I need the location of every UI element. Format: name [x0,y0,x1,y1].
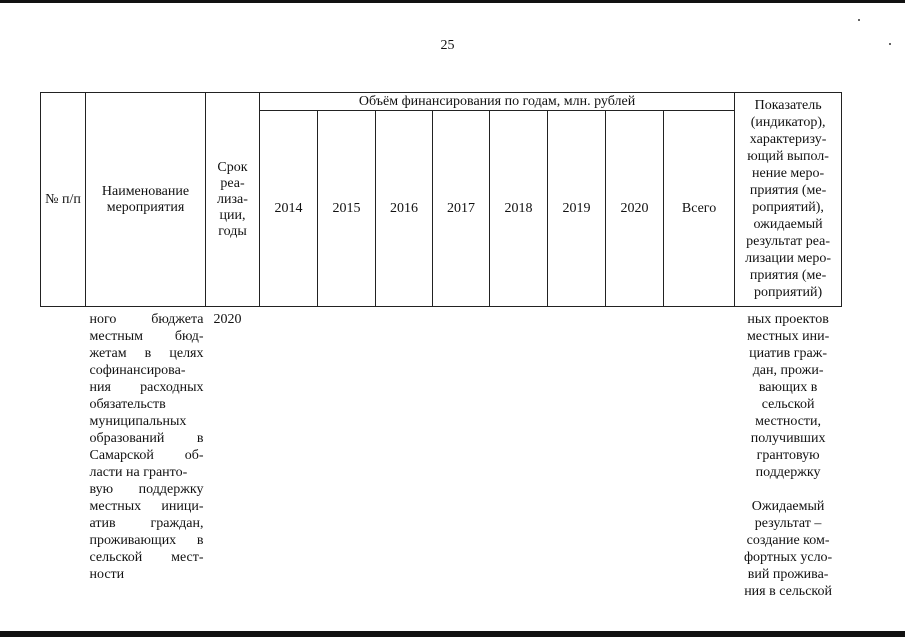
header-year-2018: 2018 [490,111,548,307]
name-line: жетам в целях [89,346,204,361]
name-line: муниципальных [89,414,187,429]
header-total: Всего [664,111,735,307]
indicator-line: местных ини- [746,329,830,344]
header-indicator: Показатель (индикатор), характеризу-ющий выпол-нение меро-приятия (ме-роприятий), ожидаемый результат реа-лизации меро-приятия (ме-роприятий) [735,93,842,307]
cell-term: 2020 [213,312,242,327]
table-row [41,307,842,601]
indicator-line: вий прожива- [747,567,829,582]
name-line: атив граждан, [89,516,204,531]
indicator-line: получивших [750,431,826,446]
cell-2015 [318,307,376,601]
indicator-line: дан, прожи- [752,363,824,378]
indicator-line: создание ком- [746,533,830,548]
name-line: ного бюджета [89,312,204,327]
indicator-line: ных проектов [747,312,829,327]
header-year-2019: 2019 [548,111,606,307]
cell-2014 [260,307,318,601]
cell-total [664,307,735,601]
header-year-2016: 2016 [376,111,433,307]
cell-2020 [606,307,664,601]
indicator-line: Ожидаемый [751,499,825,514]
financing-table [40,92,842,600]
scan-speck [858,19,860,21]
name-line: вую поддержку [89,482,204,497]
cell-2019 [548,307,606,601]
name-line: местным бюд- [89,329,204,344]
cell-2017 [433,307,490,601]
name-line: ласти на гранто- [89,465,188,480]
header-year-2014: 2014 [260,111,318,307]
indicator-line: результат – [754,516,822,531]
bottom-border [0,631,905,637]
indicator-line: сельской [761,397,815,412]
cell-indicator [735,307,842,601]
header-year-2017: 2017 [433,111,490,307]
name-line: сельской мест- [89,550,204,565]
indicator-line: поддержку [755,465,821,480]
indicator-line: ния в сельской [744,584,832,599]
cell-num [41,307,86,601]
spacer [737,481,840,498]
header-term: Срок реа-лиза-ции, годы [206,93,260,307]
top-border [0,0,905,3]
header-year-2015: 2015 [318,111,376,307]
name-line: проживающих в [89,533,204,548]
cell-2018 [490,307,548,601]
name-line: образований в [89,431,204,446]
name-line: местных иници- [89,499,204,514]
name-line: ния расходных [89,380,204,395]
header-year-2020: 2020 [606,111,664,307]
page-number: 25 [440,38,455,53]
indicator-line: вающих в [758,380,818,395]
name-line: Самарской об- [89,448,204,463]
indicator-line: фортных усло- [743,550,833,565]
cell-name [86,307,206,601]
header-name: Наименование мероприятия [86,93,206,307]
name-line: ности [89,567,125,582]
header-financing-group: Объём финансирования по годам, млн. рублей [260,93,735,111]
name-line: обязательств [89,397,166,412]
cell-2016 [376,307,433,601]
name-line: софинансирова- [89,363,186,378]
indicator-line: грантовую [756,448,820,463]
indicator-line: местности, [755,414,822,429]
indicator-line: циатив граж- [749,346,828,361]
header-num: № п/п [41,93,86,307]
